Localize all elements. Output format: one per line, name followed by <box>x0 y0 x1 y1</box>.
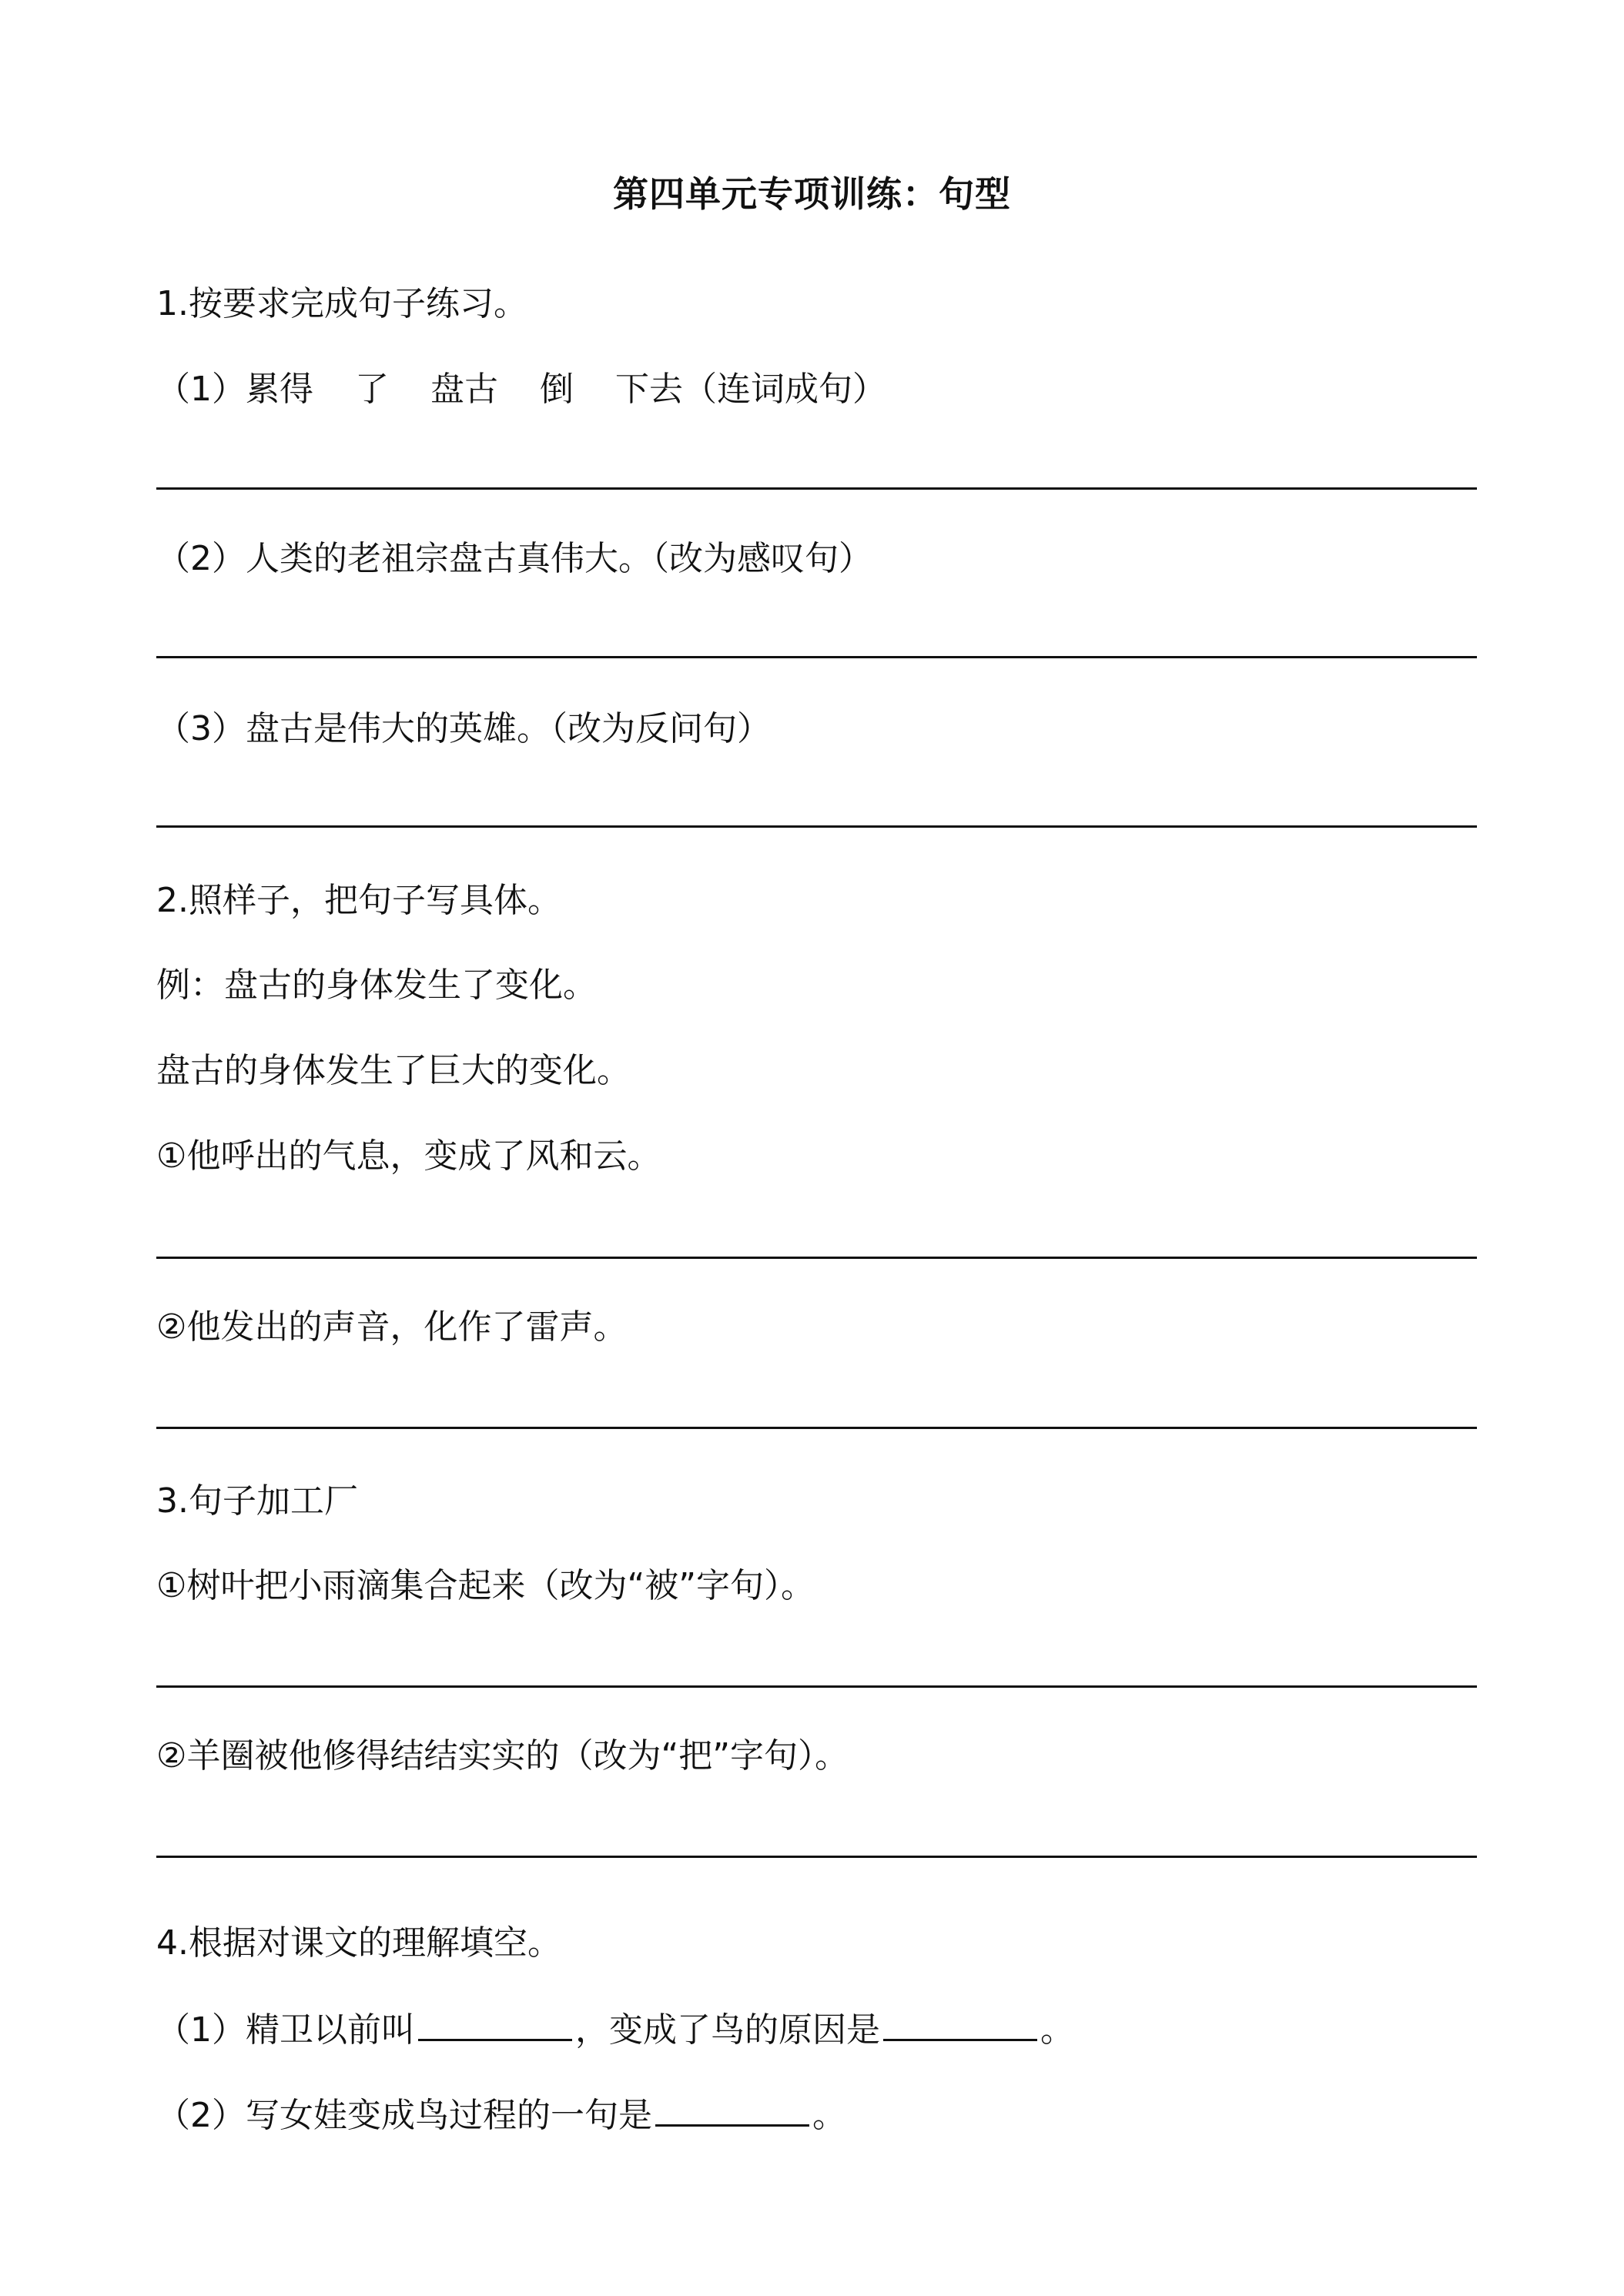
q4-item-1-text-b: ，变成了鸟的原因是 <box>575 2010 880 2050</box>
q1-item-1-instruction: （连词成句） <box>683 370 886 409</box>
q1-word-2: 了 <box>355 370 389 409</box>
fill-blank[interactable] <box>883 2005 1037 2041</box>
fill-blank[interactable] <box>418 2005 572 2041</box>
q3-item-1: ①树叶把小雨滴集合起来（改为“被”字句）。 <box>156 1566 815 1605</box>
answer-line[interactable] <box>156 1856 1477 1858</box>
q1-word-4: 倒 <box>540 370 574 409</box>
q1-item-1-number: （1） <box>156 370 246 409</box>
q4-item-1-text-a: （1）精卫以前叫 <box>156 2010 415 2050</box>
q1-item-2: （2）人类的老祖宗盘古真伟大。（改为感叹句） <box>156 539 872 578</box>
q1-word-3: 盘古 <box>430 370 498 409</box>
page-title: 第四单元专项训练：句型 <box>613 173 1011 215</box>
q2-item-2: ②他发出的声音，化作了雷声。 <box>156 1307 628 1347</box>
q4-item-2-text-b: 。 <box>812 2096 846 2135</box>
q3-item-2: ②羊圈被他修得结结实实的（改为“把”字句）。 <box>156 1736 849 1776</box>
answer-line[interactable] <box>156 825 1477 828</box>
q4-item-2-text-a: （2）写女娃变成鸟过程的一句是 <box>156 2096 652 2135</box>
answer-line[interactable] <box>156 656 1477 658</box>
q3-heading: 3.句子加工厂 <box>156 1481 358 1521</box>
q2-item-1: ①他呼出的气息，变成了风和云。 <box>156 1136 661 1176</box>
q4-item-1 <box>156 2005 1074 2053</box>
q4-item-2 <box>156 2090 846 2139</box>
answer-line[interactable] <box>156 1685 1477 1688</box>
q1-item-1 <box>156 366 886 413</box>
q2-example: 例：盘古的身体发生了变化。 <box>156 966 597 1005</box>
fill-blank[interactable] <box>655 2090 809 2127</box>
q1-word-1: 累得 <box>246 370 313 409</box>
answer-line[interactable] <box>156 1257 1477 1259</box>
q4-item-1-text-c: 。 <box>1040 2010 1074 2050</box>
q2-heading: 2.照样子，把句子写具体。 <box>156 881 561 920</box>
q1-word-5: 下去 <box>615 370 683 409</box>
q4-heading: 4.根据对课文的理解填空。 <box>156 1923 561 1963</box>
q1-heading: 1.按要求完成句子练习。 <box>156 284 527 323</box>
answer-line[interactable] <box>156 1427 1477 1429</box>
q1-item-3: （3）盘古是伟大的英雄。（改为反问句） <box>156 709 771 748</box>
q2-example-answer: 盘古的身体发生了巨大的变化。 <box>156 1051 631 1090</box>
answer-line[interactable] <box>156 487 1477 490</box>
